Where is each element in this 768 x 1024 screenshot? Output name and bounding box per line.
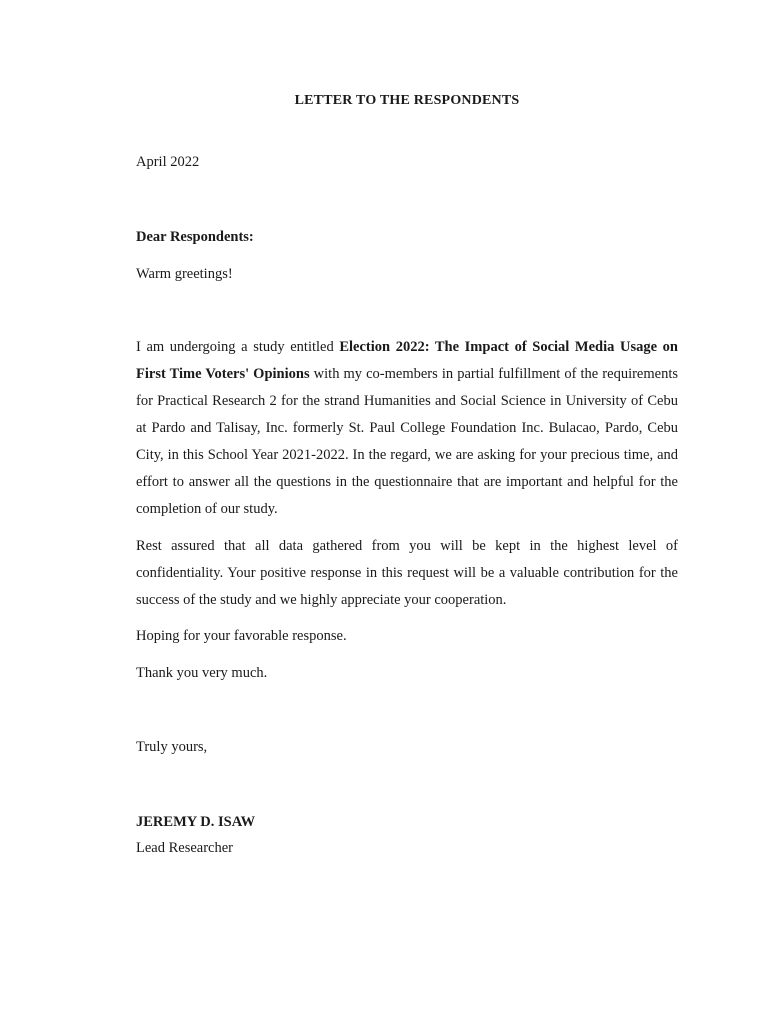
body-paragraph-1 (136, 334, 678, 523)
paragraph-rest: with my co-members in partial fulfillment of the requirements for Practical Research 2 for the strand Humanities and Social Science in University of Cebu at Pardo and Talisay, Inc. formerly St. Paul College Foundation Inc. Bulacao, Pardo, Cebu City, in this School Year 2021-2022. In the regard, we are asking for your precious time, and effort to answer all the questions in the questionnaire that are important and helpful for the completion of our study. (136, 366, 678, 517)
greeting: Warm greetings! (136, 266, 233, 282)
paragraph-intro: I am undergoing a study entitled (136, 339, 340, 355)
letter-date: April 2022 (136, 154, 200, 170)
signatory-name: JEREMY D. ISAW (136, 814, 256, 830)
signatory-role: Lead Researcher (136, 840, 234, 856)
letter-title: LETTER TO THE RESPONDENTS (294, 93, 520, 108)
body-paragraph-2: Rest assured that all data gathered from you will be kept in the highest level of confidentiality. Your positive response in this request will be a valuable contribution for the success of the study and we highly appreciate your cooperation. (136, 538, 678, 608)
body-paragraph-3: Hoping for your favorable response. (136, 628, 347, 644)
salutation: Dear Respondents: (136, 229, 254, 245)
body-paragraph-4: Thank you very much. (136, 665, 268, 681)
study-title: Election 2022: The Impact of Social Media Usage on First Time Voters' Opinions (136, 339, 678, 382)
closing: Truly yours, (136, 739, 208, 755)
